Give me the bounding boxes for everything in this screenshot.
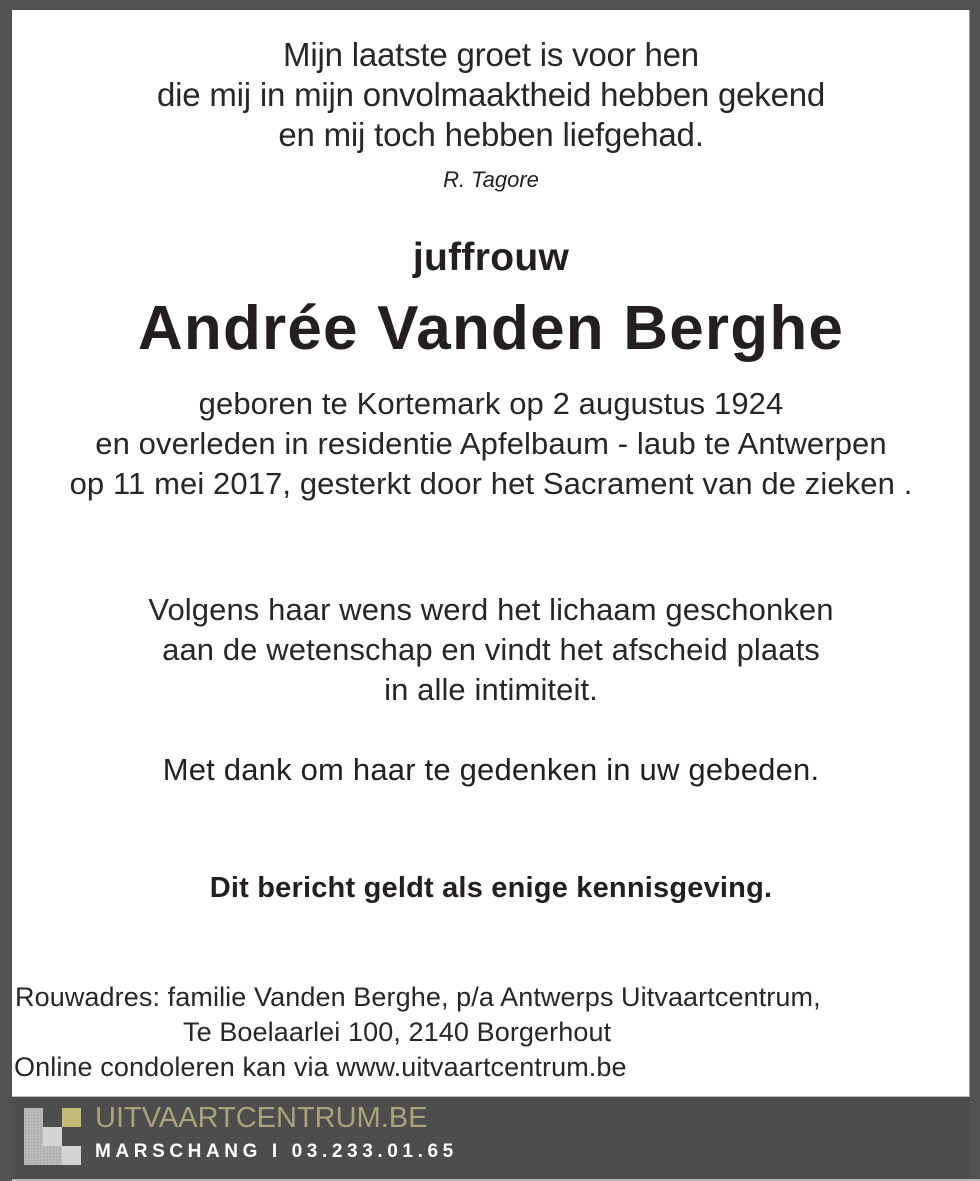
logo-block-gold xyxy=(62,1108,81,1127)
deceased-name: Andrée Vanden Berghe xyxy=(137,294,845,363)
footer-banner xyxy=(12,1097,970,1179)
address-line-1: Rouwadres: familie Vanden Berghe, p/a Antwerps Uitvaartcentrum, xyxy=(15,982,821,1012)
uitvaartcentrum-logo-icon xyxy=(24,1108,81,1165)
logo-block-textured xyxy=(43,1146,62,1165)
obituary-sheet xyxy=(12,10,970,1097)
wish-line-1: Volgens haar wens werd het lichaam geschonken xyxy=(148,592,834,627)
quote-author: R. Tagore xyxy=(443,167,539,192)
quote-line-2: die mij in mijn onvolmaaktheid hebben gekend xyxy=(156,76,826,113)
quote-line-1: Mijn laatste groet is voor hen xyxy=(283,36,699,73)
honorific: juffrouw xyxy=(412,236,570,279)
wish-line-2: aan de wetenschap en vindt het afscheid plaats xyxy=(162,632,820,667)
wish-line-3: in alle intimiteit. xyxy=(384,672,598,707)
details-line-1: geboren te Kortemark op 2 augustus 1924 xyxy=(198,386,784,421)
details-line-3: op 11 mei 2017, gesterkt door het Sacrament van de zieken . xyxy=(69,466,913,501)
quote-line-3: en mij toch hebben liefgehad. xyxy=(278,116,704,153)
notice-text: Dit bericht geldt als enige kennisgeving. xyxy=(209,872,773,904)
logo-block-middle xyxy=(43,1127,62,1146)
logo-block-column xyxy=(24,1108,43,1165)
thanks-text: Met dank om haar te gedenken in uw gebeden. xyxy=(162,752,820,787)
address-line-3: Online condoleren kan via www.uitvaartcentrum.be xyxy=(14,1052,627,1082)
brand-wordmark: UITVAARTCENTRUM.BE xyxy=(95,1102,428,1134)
logo-block-bottom-right xyxy=(62,1146,81,1165)
details-line-2: en overleden in residentie Apfelbaum - laub te Antwerpen xyxy=(95,426,887,461)
address-line-2: Te Boelaarlei 100, 2140 Borgerhout xyxy=(183,1017,612,1047)
contact-line: MARSCHANG I 03.233.01.65 xyxy=(95,1141,458,1162)
